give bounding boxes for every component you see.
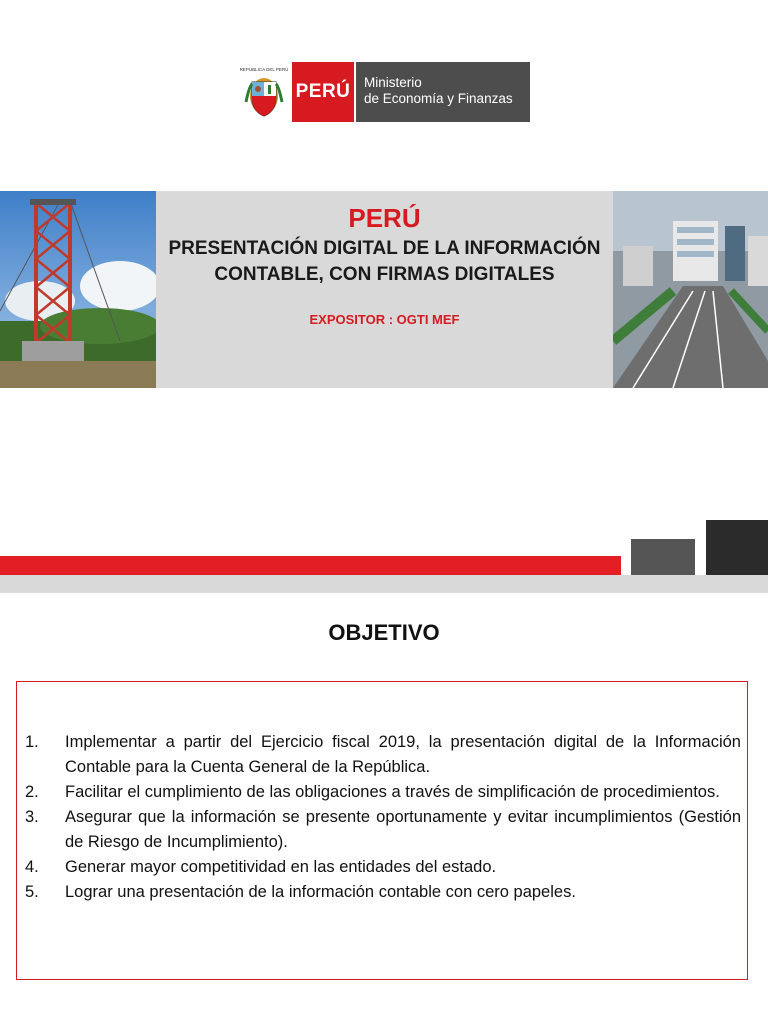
list-item xyxy=(25,855,741,880)
list-item xyxy=(25,780,741,805)
list-item xyxy=(25,805,741,855)
item-text: Implementar a partir del Ejercicio fiscal 2019, la presentación digital de la Información Contable para la Cuenta General de la República. xyxy=(65,733,741,776)
item-number: 2. xyxy=(25,783,39,801)
red-stripe xyxy=(0,556,621,575)
banner-subtitle: PRESENTACIÓN DIGITAL DE LA INFORMACIÓN CONTABLE, CON FIRMAS DIGITALES xyxy=(168,238,601,285)
city-highway-photo xyxy=(613,191,768,388)
item-text: Asegurar que la información se presente oportunamente y evitar incumplimientos (Gestión de Riesgo de Incumplimiento). xyxy=(65,808,741,851)
item-number: 5. xyxy=(25,883,39,901)
presenter-label: EXPOSITOR : OGTI MEF xyxy=(309,312,460,327)
item-number: 4. xyxy=(25,858,39,876)
svg-text:REPÚBLICA DEL PERÚ: REPÚBLICA DEL PERÚ xyxy=(239,67,289,72)
item-text: Facilitar el cumplimiento de las obligaciones a través de simplificación de procedimientos. xyxy=(65,783,720,801)
gray-square xyxy=(631,539,695,575)
item-text: Lograr una presentación de la información contable con cero papeles. xyxy=(65,883,576,901)
list-item xyxy=(25,730,741,780)
ministry-name xyxy=(356,62,530,122)
bridge-photo xyxy=(0,191,156,388)
list-item xyxy=(25,880,741,905)
ministry-line-1: Ministerio xyxy=(364,75,422,90)
title-banner xyxy=(0,191,768,388)
item-text: Generar mayor competitividad en las entidades del estado. xyxy=(65,858,497,876)
section-title: OBJETIVO xyxy=(328,620,440,645)
banner-title: PERÚ xyxy=(348,203,421,233)
ministry-logo xyxy=(238,62,530,122)
peru-brand: PERÚ xyxy=(292,62,354,122)
dark-square xyxy=(706,520,768,575)
item-number: 3. xyxy=(25,808,39,826)
objectives-list xyxy=(25,730,741,905)
ministry-line-2: de Economía y Finanzas xyxy=(364,91,513,106)
objectives-box xyxy=(16,681,748,980)
gray-stripe xyxy=(0,575,768,593)
coat-of-arms-icon xyxy=(238,62,290,122)
item-number: 1. xyxy=(25,733,39,751)
banner-text-area xyxy=(156,191,613,388)
